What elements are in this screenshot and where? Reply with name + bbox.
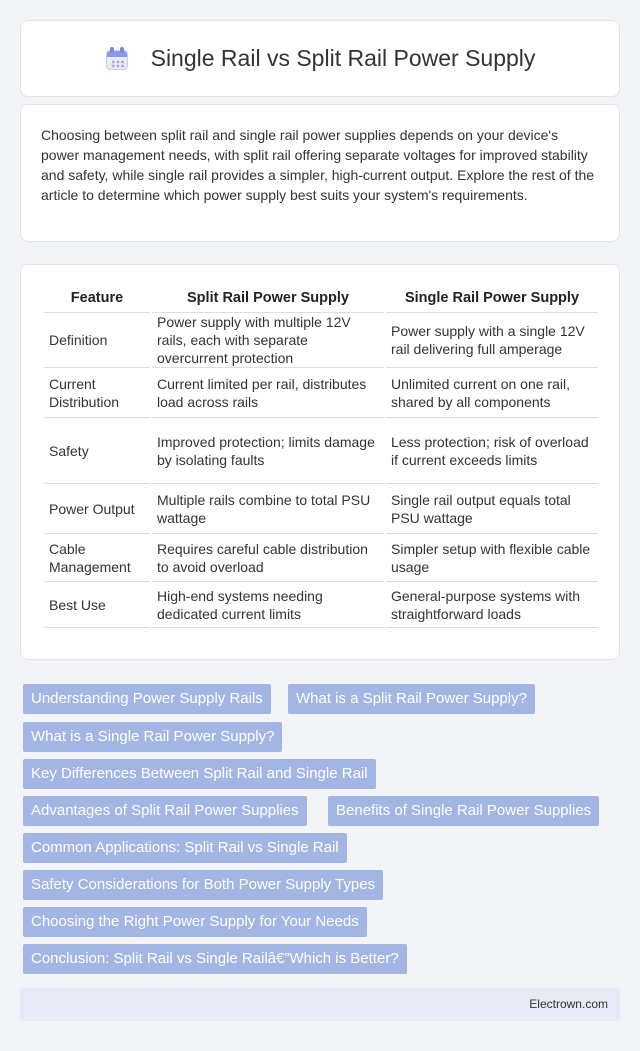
cell-feature: Best Use <box>44 582 150 628</box>
cell-feature: Cable Management <box>44 534 150 582</box>
link-choosing-power-supply[interactable]: Choosing the Right Power Supply for Your Needs <box>23 907 367 937</box>
table-row <box>44 582 598 628</box>
intro-paragraph: Choosing between split rail and single rail power supplies depends on your device's power management needs, with split rail offering separate voltages for improved stability and safety, while single rail provides a simpler, high-current output. Explore the rest of the article to determine which power supply best suits your system's requirements. <box>41 127 595 203</box>
cell-feature: Power Output <box>44 484 150 534</box>
cell-single: General-purpose systems with straightforward loads <box>386 582 598 628</box>
footer <box>20 988 620 1021</box>
link-benefits-single-rail[interactable]: Benefits of Single Rail Power Supplies <box>328 796 599 826</box>
table-row <box>44 368 598 418</box>
table-row <box>44 484 598 534</box>
link-what-is-single-rail[interactable]: What is a Single Rail Power Supply? <box>23 722 282 752</box>
cell-split: Current limited per rail, distributes load across rails <box>152 368 384 418</box>
footer-site-name: Electrown.com <box>529 997 608 1011</box>
table-row <box>44 418 598 484</box>
calendar-icon <box>105 47 129 71</box>
table-row <box>44 534 598 582</box>
cell-feature: Safety <box>44 418 150 484</box>
link-safety-considerations[interactable]: Safety Considerations for Both Power Supply Types <box>23 870 383 900</box>
table-row <box>44 313 598 368</box>
link-common-applications[interactable]: Common Applications: Split Rail vs Single Rail <box>23 833 347 863</box>
cell-split: Improved protection; limits damage by isolating faults <box>152 418 384 484</box>
intro-card <box>20 104 620 242</box>
cell-single: Less protection; risk of overload if current exceeds limits <box>386 418 598 484</box>
cell-split: Requires careful cable distribution to avoid overload <box>152 534 384 582</box>
link-understanding-rails[interactable]: Understanding Power Supply Rails <box>23 684 271 714</box>
cell-feature: Current Distribution <box>44 368 150 418</box>
header-single-rail: Single Rail Power Supply <box>386 283 598 313</box>
cell-split: Multiple rails combine to total PSU wattage <box>152 484 384 534</box>
comparison-table-card <box>20 264 620 660</box>
comparison-table <box>42 283 600 628</box>
cell-single: Simpler setup with flexible cable usage <box>386 534 598 582</box>
table-header-row <box>44 283 598 313</box>
page-title: Single Rail vs Split Rail Power Supply <box>150 45 536 71</box>
header-feature: Feature <box>44 283 150 313</box>
link-conclusion[interactable]: Conclusion: Split Rail vs Single Railâ€”Which is Better? <box>23 944 407 974</box>
cell-single: Power supply with a single 12V rail delivering full amperage <box>386 313 598 368</box>
header-card <box>20 20 620 97</box>
link-key-differences[interactable]: Key Differences Between Split Rail and Single Rail <box>23 759 376 789</box>
cell-split: Power supply with multiple 12V rails, each with separate overcurrent protection <box>152 313 384 368</box>
title-wrap <box>105 45 536 72</box>
cell-split: High-end systems needing dedicated current limits <box>152 582 384 628</box>
cell-single: Unlimited current on one rail, shared by all components <box>386 368 598 418</box>
link-advantages-split-rail[interactable]: Advantages of Split Rail Power Supplies <box>23 796 307 826</box>
cell-feature: Definition <box>44 313 150 368</box>
header-split-rail: Split Rail Power Supply <box>152 283 384 313</box>
cell-single: Single rail output equals total PSU wattage <box>386 484 598 534</box>
link-what-is-split-rail[interactable]: What is a Split Rail Power Supply? <box>288 684 535 714</box>
